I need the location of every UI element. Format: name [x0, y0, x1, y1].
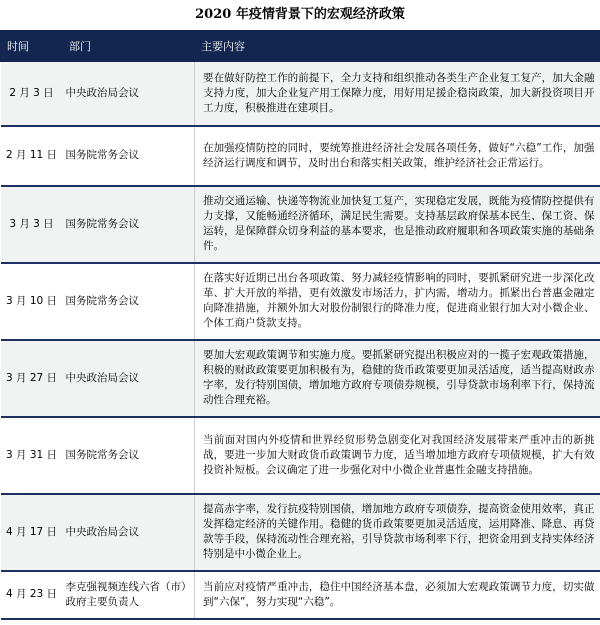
table-row	[1, 126, 600, 186]
table-row	[1, 263, 600, 340]
row-content: 当前面对国内外疫情和世界经贸形势急剧变化对我国经济发展带来严重冲击的新挑战，要进一步加大财政货币政策调节力度，适当增加地方政府专项债规模，扩大有效投资补短板。会议确定了进一步强化对中小微企业普惠性金融支持措施。	[195, 417, 600, 494]
row-date: 4 月 23 日	[1, 571, 63, 619]
row-date: 3 月 10 日	[1, 263, 63, 340]
row-content: 在加强疫情防控的同时，要统筹推进经济社会发展各项任务，做好“六稳”工作，加强经济运行调度和调节，及时出台和落实相关政策，维护经济社会正常运行。	[195, 126, 600, 186]
policy-table	[0, 30, 600, 620]
row-date: 3 月 3 日	[1, 186, 63, 263]
row-dept: 中央政治局会议	[63, 340, 195, 417]
table-row	[1, 340, 600, 417]
row-content: 提高赤字率，发行抗疫特别国债，增加地方政府专项债券，提高资金使用效率，真正发挥稳定经济的关键作用。稳健的货币政策要更加灵活适度，运用降准、降息、再贷款等手段，保持流动性合理充裕，引导贷款市场利率下行，把资金用到支持实体经济特别是中小微企业上。	[195, 494, 600, 571]
table-row	[1, 417, 600, 494]
table-row	[1, 494, 600, 571]
row-content: 要在做好防控工作的前提下，全力支持和组织推动各类生产企业复工复产，加大金融支持力度，加大企业复产用工保障力度，用好用足援企稳岗政策，加大新投资项目开工力度，积极推进在建项目。	[195, 62, 600, 126]
row-dept: 中央政治局会议	[63, 62, 195, 126]
row-date: 4 月 17 日	[1, 494, 63, 571]
table-title: 2020 年疫情背景下的宏观经济政策	[195, 7, 405, 22]
header-row	[1, 31, 600, 62]
row-dept: 国务院常务会议	[63, 263, 195, 340]
header-content: 主要内容	[195, 31, 600, 62]
table-row	[1, 186, 600, 263]
header-date: 时间	[1, 31, 63, 62]
row-content: 当前应对疫情严重冲击，稳住中国经济基本盘，必须加大宏观政策调节力度，切实做到“六保”，努力实现“六稳”。	[195, 571, 600, 619]
row-dept: 国务院常务会议	[63, 417, 195, 494]
row-content: 在落实好近期已出台各项政策、努力减轻疫情影响的同时，要抓紧研究进一步深化改革、扩大开放的举措，更有效激发市场活力，扩内需，增动力。抓紧出台普惠金融定向降准措施，并额外加大对股份制银行的降准力度，促进商业银行加大对小微企业、个体工商户贷款支持。	[195, 263, 600, 340]
row-dept: 国务院常务会议	[63, 186, 195, 263]
row-content: 推动交通运输、快递等物流业加快复工复产，实现稳定发展，既能为疫情防控提供有力支撑，又能畅通经济循环，满足民生需要。支持基层政府保基本民生、保工资、保运转，是保障群众切身利益的基本要求，也是推动政府履职和各项政策实施的基础条件。	[195, 186, 600, 263]
row-date: 3 月 27 日	[1, 340, 63, 417]
row-dept: 中央政治局会议	[63, 494, 195, 571]
row-date: 2 月 3 日	[1, 62, 63, 126]
row-date: 2 月 11 日	[1, 126, 63, 186]
row-date: 3 月 31 日	[1, 417, 63, 494]
row-dept: 李克强视频连线六省（市）政府主要负责人	[63, 571, 195, 619]
table-row	[1, 62, 600, 126]
header-dept: 部门	[63, 31, 195, 62]
row-dept: 国务院常务会议	[63, 126, 195, 186]
table-row	[1, 571, 600, 619]
row-content: 要加大宏观政策调节和实施力度。要抓紧研究提出积极应对的一揽子宏观政策措施，积极的财政政策要更加积极有为，稳健的货币政策要更加灵活适度，适当提高财政赤字率，发行特别国债，增加地方政府专项债券规模，引导贷款市场利率下行，保持流动性合理充裕。	[195, 340, 600, 417]
